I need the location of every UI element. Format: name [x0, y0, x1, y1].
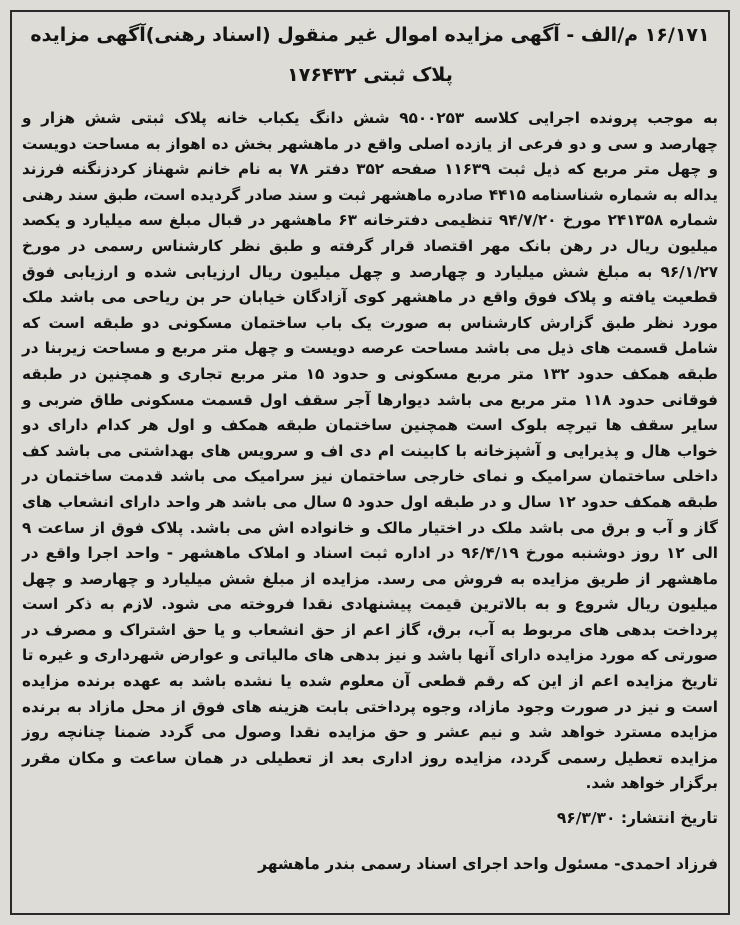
auction-notice	[22, 18, 718, 877]
notice-title	[22, 18, 718, 92]
notice-body: به موجب پرونده اجرایی کلاسه ۹۵۰۰۲۵۳ شش دانگ یکباب خانه پلاک ثبتی شش هزار و چهارصد و سی و دو فرعی از یازده اصلی واقع در ماهشهر بخش ده اهواز به مساحت دویست و چهل متر مربع که ذیل ثبت ۱۱۶۳۹ صفحه ۳۵۲ دفتر ۷۸ به نام خانم شهناز کردزنگنه فرزند یداله به شماره شناسنامه ۴۴۱۵ صادره ماهشهر ثبت و سند صادر گردیده است، طبق سند رهنی شماره ۲۴۱۳۵۸ مورخ ۹۴/۷/۲۰ تنظیمی دفترخانه ۶۳ ماهشهر در قبال مبلغ سه میلیارد و یکصد میلیون ریال در رهن بانک مهر اقتصاد قرار گرفته و طبق نظر کارشناس رسمی در مورخ ۹۶/۱/۲۷ به مبلغ شش میلیارد و چهارصد و چهل میلیون ریال ارزیابی شده و ارزیابی فوق قطعیت یافته و پلاک فوق واقع در ماهشهر کوی آزادگان خیابان حر بن ریاحی می باشد ملک مورد نظر طبق گزارش کارشناس به صورت یک باب ساختمان مسکونی دو طبقه است که شامل قسمت های ذیل می باشد مساحت عرصه دویست و چهل متر مربع و مساحت زیربنا در طبقه همکف حدود ۱۳۲ متر مربع مسکونی و حدود ۱۵ متر مربع تجاری و همچنین در طبقه فوقانی حدود ۱۱۸ متر مربع می باشد دیوارها آجر سقف اول قسمت مسکونی طاق ضربی و سایر سقف ها تیرچه بلوک است همچنین ساختمان طبقه همکف و اول هر کدام دارای دو خواب هال و پذیرایی و آشپزخانه با کابینت ام دی اف و سرویس های بهداشتی می باشد کف داخلی ساختمان سرامیک و نمای خارجی ساختمان نیز سرامیک می باشد قدمت ساختمان در طبقه همکف حدود ۱۲ سال و در طبقه اول حدود ۵ سال می باشد هر واحد دارای انشعاب های گاز و آب و برق می باشد ملک در اختیار مالک و خانواده اش می باشد. پلاک فوق از ساعت ۹ الی ۱۲ روز دوشنبه مورخ ۹۶/۴/۱۹ در اداره ثبت اسناد و املاک ماهشهر - واحد اجرا واقع در ماهشهر از طریق مزایده به فروش می رسد. مزایده از مبلغ شش میلیارد و چهارصد و چهل میلیون ریال شروع و به بالاترین قیمت پیشنهادی نقدا فروخته می شود. لازم به ذکر است پرداخت بدهی های مربوط به آب، برق، گاز اعم از حق انشعاب و یا حق اشتراک و مصرف در صورتی که مورد مزایده دارای آنها باشد و نیز بدهی های مالیاتی و عوارض شهرداری و غیره تا تاریخ مزایده اعم از این که رقم قطعی آن معلوم شده یا نشده باشد به عهده برنده مزایده است و نیز در صورت وجود مازاد، وجوه پرداختی بابت هزینه های فوق از محل مازاد به برنده مزایده مسترد خواهد شد و نیم عشر و حق مزایده نقدا وصول می گردد ضمنا چنانچه روز مزایده تعطیل رسمی گردد، مزایده روز اداری بعد از تعطیلی در همان ساعت و مکان مقرر برگزار خواهد شد.	[22, 109, 719, 793]
signature-line: فرزاد احمدی- مسئول واحد اجرای اسناد رسمی بندر ماهشهر	[258, 855, 718, 874]
registration-plate-number: پلاک ثبتی ۱۷۶۴۳۲	[287, 64, 453, 86]
notice-title-line1: ۱۶/۱۷۱ م/الف - آگهی مزایده اموال غیر منقول (اسناد رهنی)آگهی مزایده	[30, 24, 710, 46]
publication-date: تاریخ انتشار: ۹۶/۳/۳۰	[556, 809, 718, 828]
